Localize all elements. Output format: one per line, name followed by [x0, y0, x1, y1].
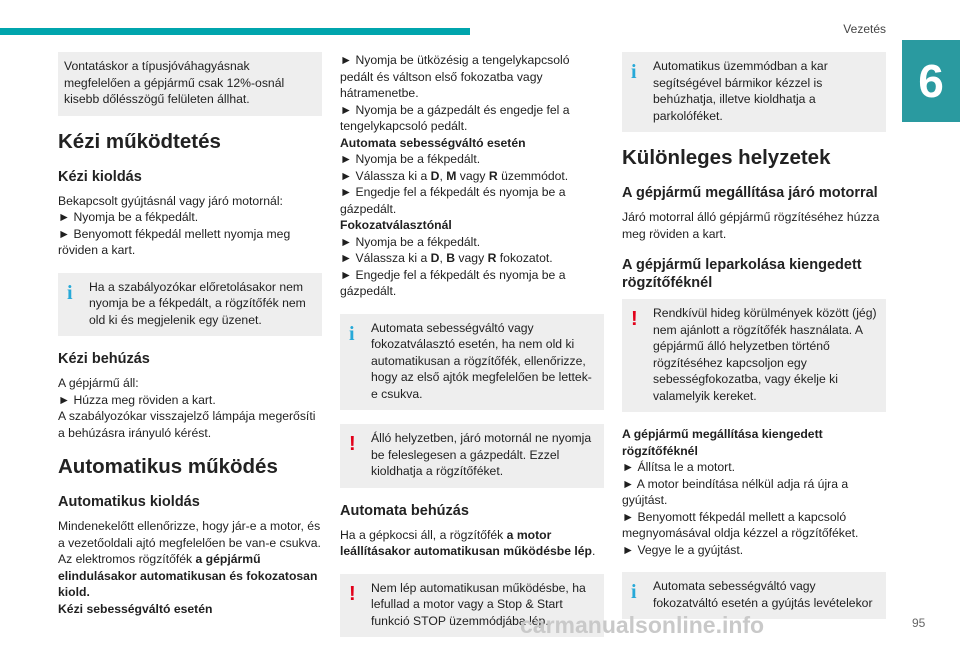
- warning-icon: !: [349, 433, 356, 455]
- info-icon: i: [67, 281, 73, 304]
- note-box: Vontatáskor a típusjóváhagyásnak megfelelően a gépjármű csak 12%-osnál kisebb dőlésszögű felületen állhat.: [58, 52, 322, 116]
- top-accent-bar: [0, 28, 470, 35]
- manual-gearbox-steps: ► Nyomja be ütközésig a tengelykapcsoló pedált és váltson első fokozatba vagy hátramenetbe. ► Nyomja be a gázpedált és engedje fel a tengelykapcsoló pedált. Automata sebességváltó esetén ► Nyomja be a fékpedált. ► Válassza ki a D, M vagy R üzemmódot. ► Engedje fel a fékpedált és nyomja be a gázpedált. Fokozatválasztónál ► Nyomja be a fékpedált. ► Válassza ki a D, B vagy R fokozatot. ► Engedje fel a fékpedált és nyomja be a gázpedált.: [340, 53, 570, 298]
- warning-icon: !: [631, 308, 638, 330]
- immobilise-text: Járó motorral álló gépjármű rögzítéséhez húzza meg röviden a kart.: [622, 210, 880, 241]
- info-icon: i: [631, 581, 637, 603]
- column-right: [622, 52, 886, 633]
- automatic-apply-text: Ha a gépkocsi áll, a rögzítőfék a motor leállításakor automatikusan működésbe lép.: [340, 527, 596, 558]
- manual-release-text: Bekapcsolt gyújtásnál vagy járó motornál: ► Nyomja be a fékpedált. ► Benyomott fékpedál mellett nyomja meg röviden a kart.: [58, 193, 291, 257]
- warning-icon: !: [349, 582, 356, 605]
- chapter-number: 6: [918, 55, 944, 107]
- watermark: carmanualsonline.info: [520, 612, 765, 638]
- page-number: 95: [912, 616, 926, 630]
- heading-special-situations: Különleges helyzetek: [622, 146, 831, 169]
- chapter-tab: [902, 40, 960, 122]
- info-box-manual-override: i Automatikus üzemmódban a kar segítségével bármikor kézzel is behúzhatja, illetve kioldhatja a parkolóféket.: [622, 52, 886, 132]
- section-title: Vezetés: [843, 22, 886, 36]
- column-left: [58, 52, 322, 631]
- info-box-ignition-off: i Automata sebességváltó vagy fokozatváltó esetén a gyújtás levételekor: [622, 572, 886, 619]
- heading-automatic-apply: Automata behúzás: [340, 502, 469, 519]
- info-icon: i: [349, 322, 355, 345]
- park-released-steps: A gépjármű megállítása kiengedett rögzítőféknél ► Állítsa le a motort. ► A motor beindítása nélkül adja rá újra a gyújtást. ► Benyomott fékpedál mellett a kapcsoló megnyomásával oldja kézzel a rögzítőféket. ► Vegye le a gyújtást.: [622, 427, 859, 557]
- heading-park-released: A gépjármű leparkolása kiengedett rögzítőféknél: [622, 257, 862, 291]
- info-icon: i: [631, 61, 637, 83]
- manual-apply-text: A gépjármű áll: ► Húzza meg röviden a kart. A szabályozókar visszajelző lámpája megerősíti a behúzásra irányuló kérést.: [58, 376, 316, 440]
- info-box-release: i Ha a szabályozókar előretolásakor nem nyomja be a fékpedált, a rögzítőfék nem old ki és megjelenik egy üzenet.: [58, 273, 322, 337]
- warning-box-stall: ! Nem lép automatikusan működésbe, ha lefullad a motor vagy a Stop & Start funkció STOP üzemmódjába lép.: [340, 574, 604, 638]
- heading-manual-operation: Kézi működtetés: [58, 129, 221, 153]
- warning-box-accelerator: ! Álló helyzetben, járó motornál ne nyomja be feleslegesen a gázpedált. Ezzel kioldhatja a rögzítőféket.: [340, 424, 604, 488]
- automatic-release-text: Mindenekelőtt ellenőrizze, hogy jár-e a motor, és a vezetőoldali ajtó megfelelően be van-e csukva. Az elektromos rögzítőfék a gépjármű elindulásakor automatikusan és fokozatosan kiold. Kézi sebességváltó esetén: [58, 519, 321, 616]
- info-box-auto-release: i Automata sebességváltó vagy fokozatválasztó esetén, ha nem old ki automatikusan a rögzítőfék, ellenőrizze, hogy az első ajtók megfelelően be lettek-e csukva.: [340, 314, 604, 411]
- heading-manual-apply: Kézi behúzás: [58, 351, 150, 367]
- column-middle: [340, 52, 604, 651]
- heading-automatic-operation: Automatikus működés: [58, 455, 278, 478]
- heading-automatic-release: Automatikus kioldás: [58, 494, 200, 510]
- heading-manual-release: Kézi kioldás: [58, 168, 142, 185]
- warning-box-cold: ! Rendkívül hideg körülmények között (jég) nem ajánlott a rögzítőfék használata. A gépjármű álló helyzetben történő rögzítéséhez kapcsoljon egy sebességfokozatba, vagy ékelje ki valamelyik kereket.: [622, 299, 886, 412]
- heading-immobilise-engine-running: A gépjármű megállítása járó motorral: [622, 185, 878, 201]
